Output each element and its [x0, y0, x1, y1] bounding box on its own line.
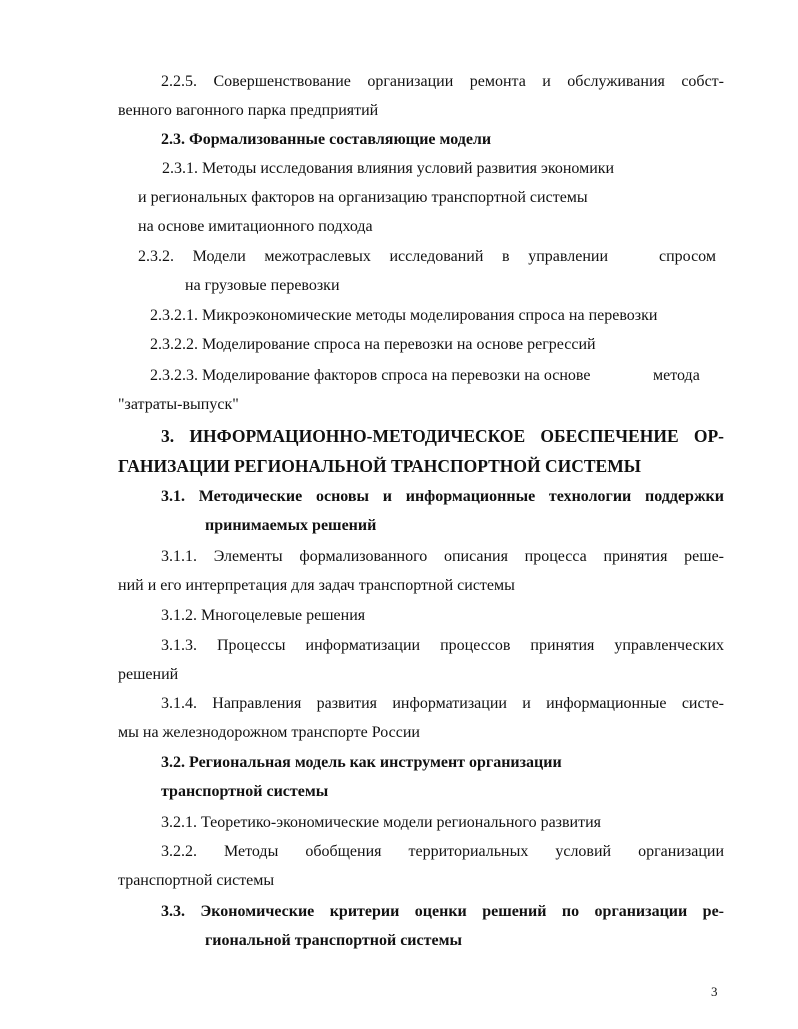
toc-chapter-3: 3. ИНФОРМАЦИОННО-МЕТОДИЧЕСКОЕ ОБЕСПЕЧЕНИЕ ОР-: [161, 426, 724, 446]
toc-line-2-3-2-word: спросом: [659, 248, 716, 265]
toc-chapter-3-cont: ГАНИЗАЦИИ РЕГИОНАЛЬНОЙ ТРАНСПОРТНОЙ СИСТЕМЫ: [118, 456, 641, 476]
toc-line-2-3-2-2: 2.3.2.2. Моделирование спроса на перевозки на основе регрессий: [150, 336, 596, 353]
toc-heading-3-2: 3.2. Региональная модель как инструмент организации: [161, 754, 562, 771]
toc-line-3-2-2: 3.2.2. Методы обобщения территориальных условий организации: [161, 843, 724, 860]
toc-line-2-3-2: 2.3.2. Модели межотраслевых исследований в управлении: [138, 248, 608, 265]
page-number: 3: [711, 984, 718, 999]
toc-heading-3-3: 3.3. Экономические критерии оценки решений по организации ре-: [161, 903, 724, 920]
toc-line-3-1-1-cont: ний и его интерпретация для задач транспортной системы: [118, 577, 515, 594]
toc-line-3-1-4-cont: мы на железнодорожном транспорте России: [118, 724, 420, 741]
toc-line-3-1-2: 3.1.2. Многоцелевые решения: [161, 607, 366, 624]
toc-heading-3-1: 3.1. Методические основы и информационные технологии поддержки: [161, 488, 724, 505]
toc-line-2-2-5: 2.2.5. Совершенствование организации ремонта и обслуживания собст-: [161, 73, 724, 90]
toc-line-2-2-5-cont: венного вагонного парка предприятий: [118, 102, 379, 119]
toc-heading-3-3-cont: гиональной транспортной системы: [205, 932, 462, 949]
toc-line-2-3-2-1: 2.3.2.1. Микроэкономические методы моделирования спроса на перевозки: [150, 307, 658, 324]
toc-heading-2-3: 2.3. Формализованные составляющие модели: [161, 131, 492, 148]
toc-line-2-3-2-3-cont: "затраты-выпуск": [118, 396, 239, 413]
toc-line-3-1-3-cont: решений: [118, 666, 179, 683]
toc-line-3-1-1: 3.1.1. Элементы формализованного описания процесса принятия реше-: [161, 548, 724, 565]
toc-line-2-3-1-cont1: и региональных факторов на организацию транспортной системы: [138, 189, 588, 206]
toc-line-2-3-2-3: 2.3.2.3. Моделирование факторов спроса на перевозки на основе: [150, 367, 591, 384]
toc-line-3-1-3: 3.1.3. Процессы информатизации процессов принятия управленческих: [161, 637, 724, 654]
toc-line-2-3-1-cont2: на основе имитационного подхода: [138, 218, 373, 235]
toc-heading-3-2-cont: транспортной системы: [161, 783, 329, 800]
toc-line-2-3-2-cont: на грузовые перевозки: [185, 277, 340, 294]
toc-line-3-2-2-cont: транспортной системы: [118, 872, 275, 889]
toc-line-3-1-4: 3.1.4. Направления развития информатизации и информационные систе-: [161, 695, 724, 712]
toc-line-2-3-1: 2.3.1. Методы исследования влияния условий развития экономики: [162, 160, 615, 177]
toc-line-2-3-2-3-word: метода: [653, 367, 700, 384]
toc-heading-3-1-cont: принимаемых решений: [205, 517, 377, 534]
toc-line-3-2-1: 3.2.1. Теоретико-экономические модели регионального развития: [161, 814, 602, 831]
